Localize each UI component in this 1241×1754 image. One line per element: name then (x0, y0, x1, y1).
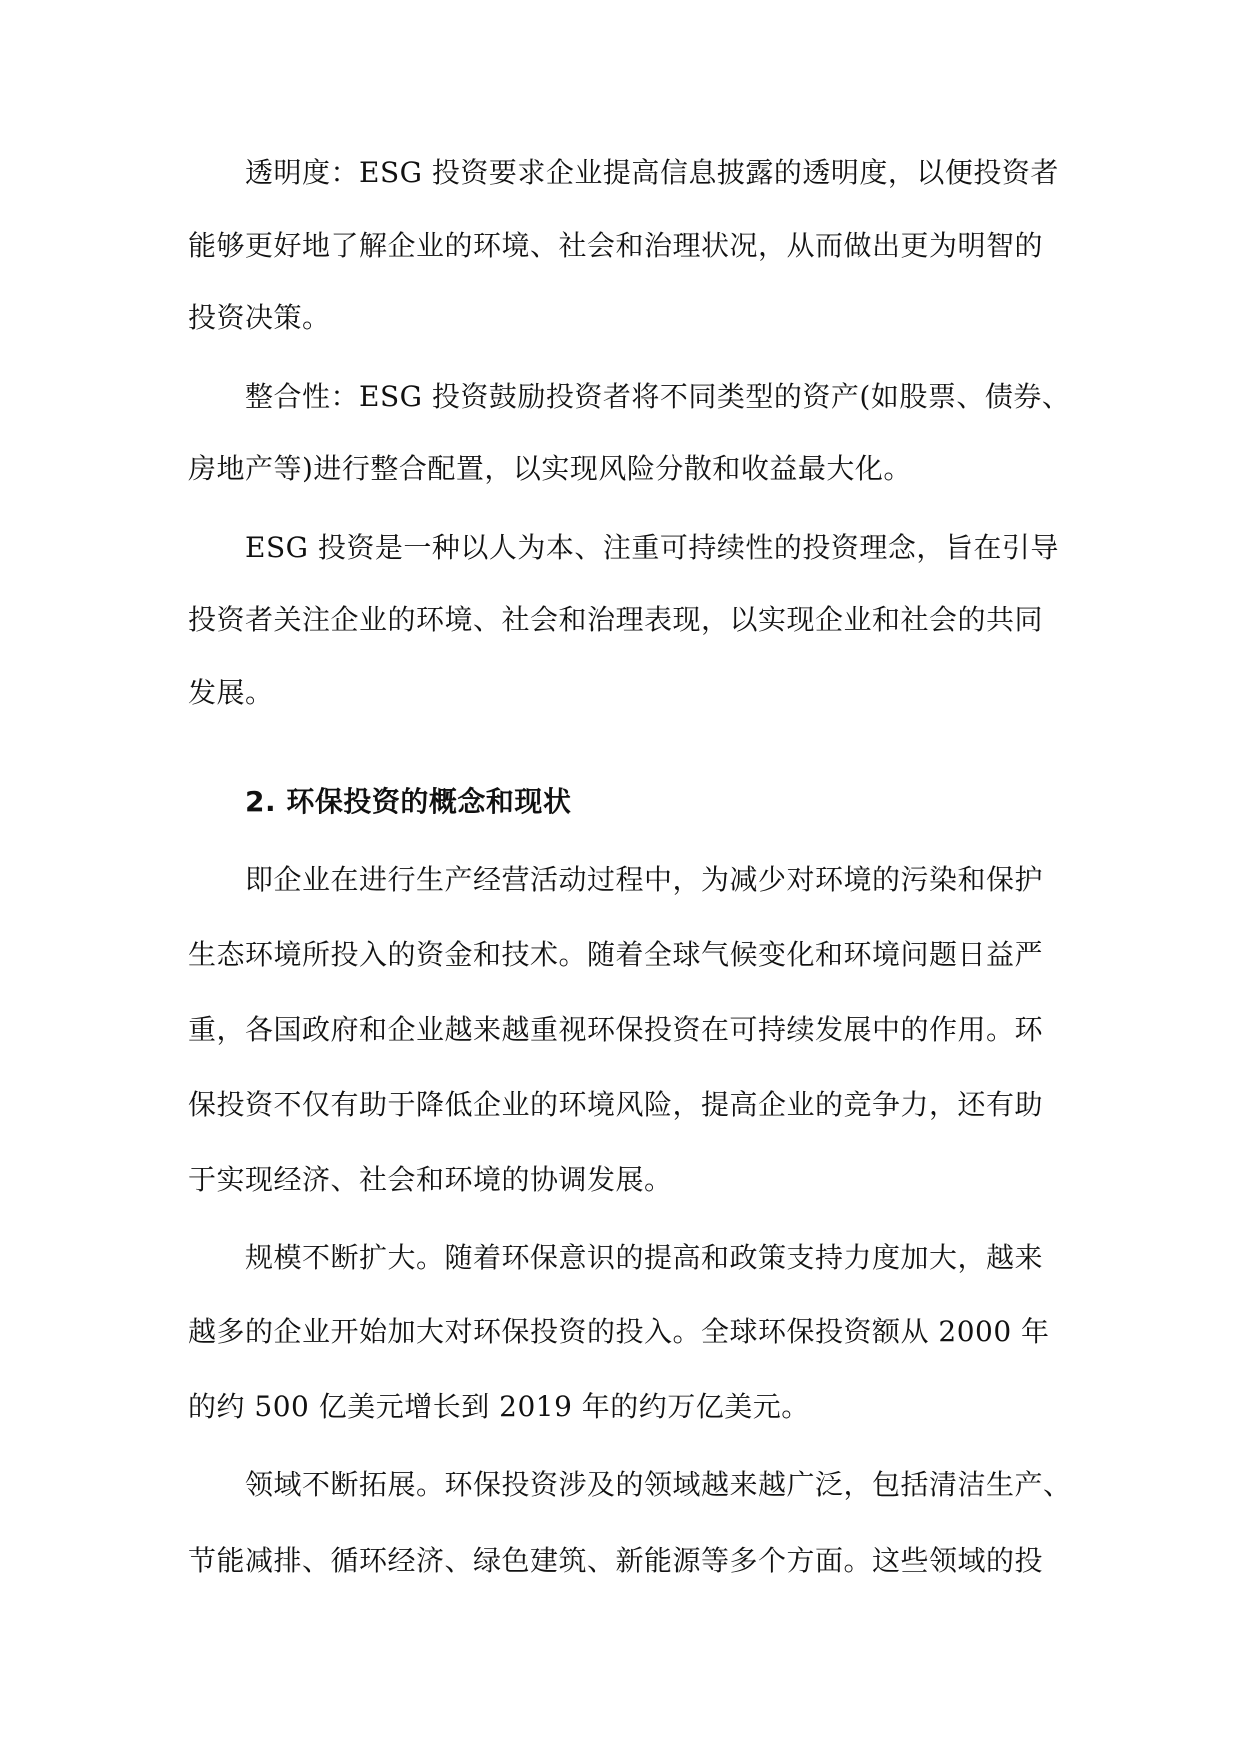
paragraph-concept-line-5: 于实现经济、社会和环境的协调发展。 (188, 1163, 673, 1196)
paragraph-concept-line-3: 重，各国政府和企业越来越重视环保投资在可持续发展中的作用。环 (188, 1013, 1044, 1046)
paragraph-concept-line-2: 生态环境所投入的资金和技术。随着全球气候变化和环境问题日益严 (188, 938, 1044, 971)
paragraph-scale-line-1: 规模不断扩大。随着环保意识的提高和政策支持力度加大，越来 (245, 1241, 1044, 1274)
section-heading: 2. 环保投资的概念和现状 (245, 785, 572, 818)
paragraph-fields-line-1: 领域不断拓展。环保投资涉及的领域越来越广泛，包括清洁生产、 (245, 1468, 1072, 1501)
paragraph-concept-line-1: 即企业在进行生产经营活动过程中，为减少对环境的污染和保护 (245, 863, 1044, 896)
paragraph-transparency-line-3: 投资决策。 (188, 301, 331, 334)
paragraph-esg-summary-line-3: 发展。 (188, 676, 274, 709)
paragraph-scale-line-3: 的约 500 亿美元增长到 2019 年的约万亿美元。 (188, 1390, 810, 1423)
paragraph-esg-summary-line-2: 投资者关注企业的环境、社会和治理表现，以实现企业和社会的共同 (188, 603, 1044, 636)
paragraph-fields-line-2: 节能减排、循环经济、绿色建筑、新能源等多个方面。这些领域的投 (188, 1544, 1044, 1577)
paragraph-integration-line-1: 整合性：ESG 投资鼓励投资者将不同类型的资产(如股票、债券、 (245, 380, 1071, 413)
paragraph-scale-line-2: 越多的企业开始加大对环保投资的投入。全球环保投资额从 2000 年 (188, 1315, 1050, 1348)
paragraph-integration-line-2: 房地产等)进行整合配置，以实现风险分散和收益最大化。 (188, 452, 912, 485)
paragraph-transparency-line-1: 透明度：ESG 投资要求企业提高信息披露的透明度，以便投资者 (245, 156, 1059, 189)
paragraph-concept-line-4: 保投资不仅有助于降低企业的环境风险，提高企业的竞争力，还有助 (188, 1088, 1044, 1121)
paragraph-transparency-line-2: 能够更好地了解企业的环境、社会和治理状况，从而做出更为明智的 (188, 229, 1044, 262)
paragraph-esg-summary-line-1: ESG 投资是一种以人为本、注重可持续性的投资理念，旨在引导 (245, 531, 1059, 564)
